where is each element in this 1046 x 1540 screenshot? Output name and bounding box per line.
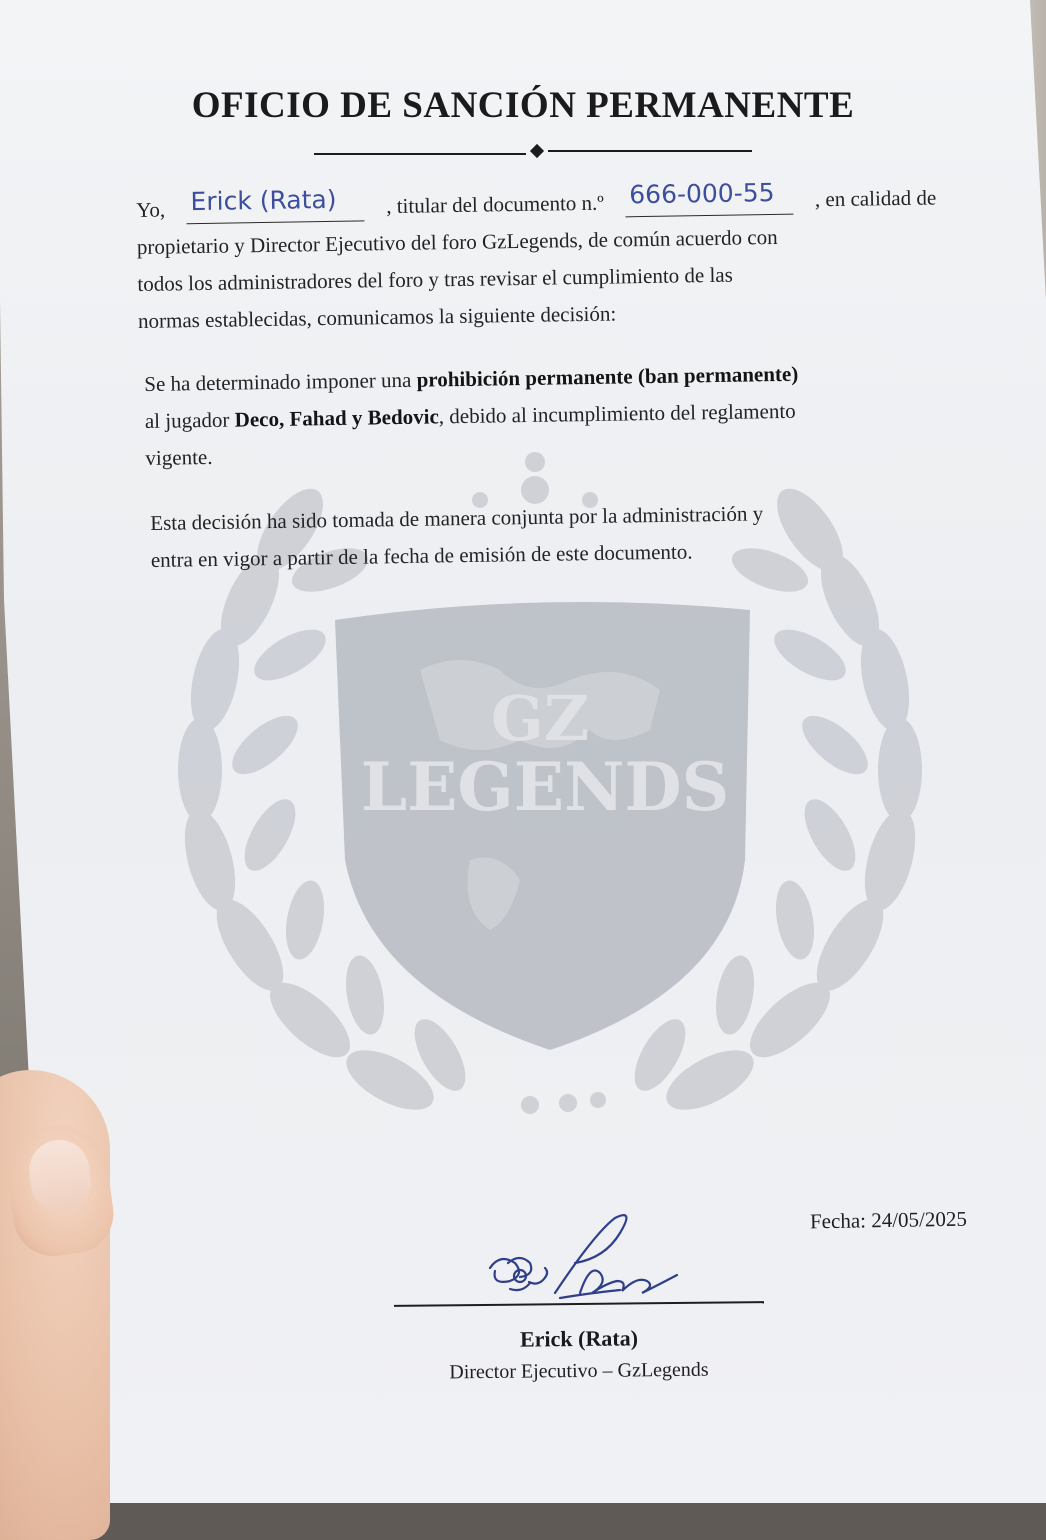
effective-line-1: Esta decisión ha sido tomada de manera conjunta por la administración y: [150, 501, 764, 535]
paragraph-intro: [136, 179, 938, 340]
signer-role: Director Ejecutivo – GzLegends: [449, 1358, 709, 1384]
ban-type: prohibición permanente (ban permanente): [416, 361, 799, 392]
watermark-legends: LEGENDS: [360, 748, 730, 826]
watermark-gz: GZ: [490, 682, 590, 755]
handwritten-signature: [480, 1208, 700, 1308]
intro-suffix: , en calidad de: [814, 185, 937, 212]
decision-prefix: Se ha determinado imponer una: [144, 367, 412, 396]
handwritten-name: Erick (Rata): [186, 184, 365, 224]
issue-date: Fecha: 24/05/2025: [809, 1206, 968, 1234]
paragraph-effective: [150, 493, 931, 579]
intro-mid: , titular del documento n.º: [386, 190, 605, 219]
title-divider-right: [548, 150, 752, 152]
intro-line-4: normas establecidas, comunicamos la siguiente decisión:: [137, 301, 617, 333]
intro-prefix: Yo,: [136, 197, 166, 222]
handwritten-document-number: 666-000-55: [625, 178, 794, 218]
intro-line-3: todos los administradores del foro y tras revisar el cumplimiento de las: [137, 262, 734, 296]
player-prefix: al jugador: [144, 407, 230, 433]
signer-name: Erick (Rata): [519, 1325, 639, 1352]
paragraph-decision: [144, 353, 946, 477]
intro-line-2: propietario y Director Ejecutivo del foro GzLegends, de común acuerdo con: [136, 224, 778, 259]
reason-text: , debido al incumplimiento del reglamento: [438, 398, 796, 429]
decision-line-3: vigente.: [145, 444, 213, 470]
banned-players: Deco, Fahad y Bedovic: [234, 404, 439, 432]
title-divider-left: [314, 153, 526, 155]
document-title: OFICIO DE SANCIÓN PERMANENTE: [191, 85, 855, 126]
effective-line-2: entra en vigor a partir de la fecha de emisión de este documento.: [150, 539, 693, 572]
